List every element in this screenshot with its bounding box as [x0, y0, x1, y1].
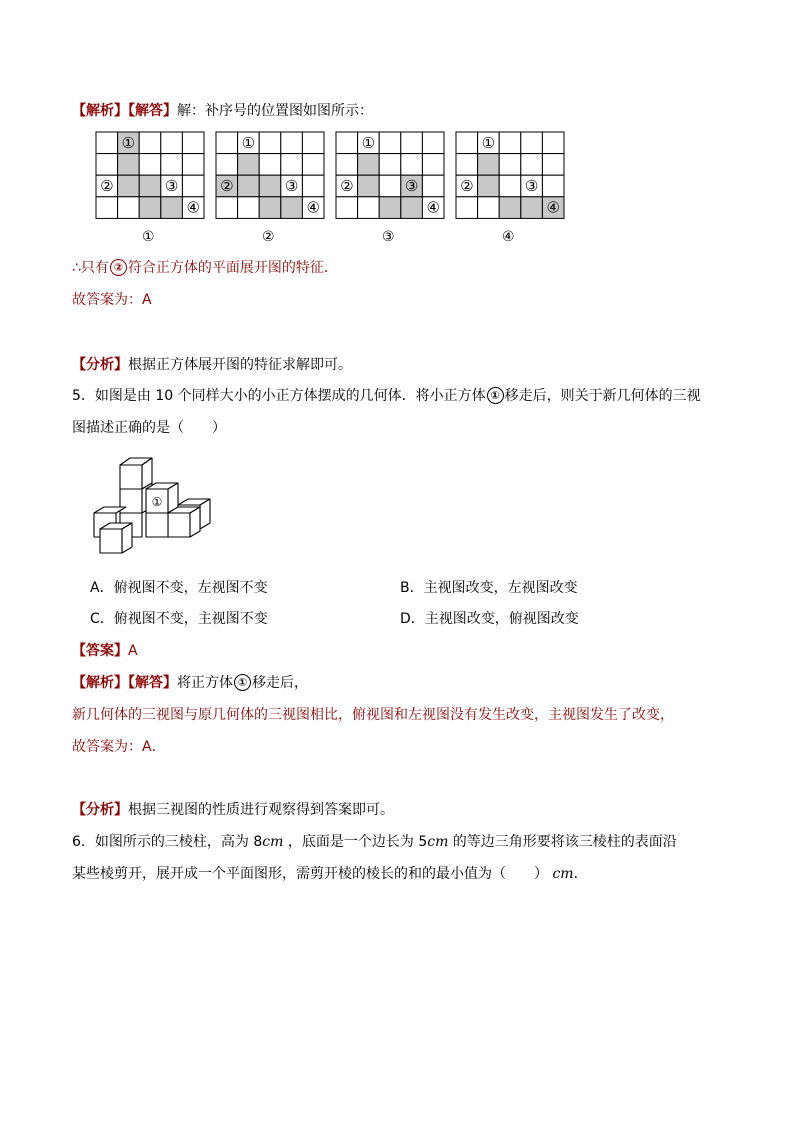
answer-line-1: 故答案为：A — [72, 292, 152, 308]
net-label-4: ④ — [306, 198, 320, 217]
analysis-line-5: 【分析】根据三视图的性质进行观察得到答案即可。 — [72, 802, 394, 818]
circled-one-icon: ① — [487, 387, 504, 404]
grid-cell — [161, 154, 183, 176]
grid-cell — [379, 154, 401, 176]
shaded-cell — [358, 154, 380, 176]
grid-cell — [521, 132, 543, 154]
grid-cell — [216, 132, 238, 154]
grid-cell — [182, 175, 204, 197]
grid-cell — [478, 197, 500, 219]
shaded-cell — [118, 175, 140, 197]
question-5-line-1: 5．如图是由 10 个同样大小的小正方体摆成的几何体．将小正方体 ① 移走后，则关于新几何体的三视 — [72, 388, 701, 404]
grid-cell — [302, 175, 324, 197]
grid-cell — [499, 175, 521, 197]
net-label-3: ③ — [284, 177, 299, 195]
shaded-cell — [139, 175, 161, 197]
shaded-cell — [478, 175, 500, 197]
grid-cell — [542, 132, 564, 154]
shaded-cell — [238, 175, 260, 197]
grid-cell — [96, 154, 118, 176]
option-c[interactable]: C．俯视图不变，主视图不变 — [90, 611, 268, 627]
grid-cell — [456, 132, 478, 154]
tag-jieda: 【解答】 — [128, 103, 177, 119]
grid-cell — [456, 197, 478, 219]
net-label-2: ② — [340, 177, 354, 195]
net-label-4: ④ — [426, 198, 440, 217]
grid-cell — [422, 154, 444, 176]
net-label-2: ② — [460, 177, 474, 195]
grid-cell — [281, 154, 303, 176]
net-label-1: ① — [241, 133, 256, 152]
grid-cell — [161, 132, 183, 154]
explain-5-line-2: 新几何体的三视图与原几何体的三视图相比，俯视图和左视图没有发生改变，主视图发生了改变， — [72, 707, 674, 723]
answer-line-5: 【答案】A — [72, 643, 138, 659]
grid-cell — [259, 132, 281, 154]
conclusion-line: ∴只有 ② 符合正方体的平面展开图的特征． — [72, 260, 338, 276]
tag-jiexi: 【解析】 — [72, 103, 128, 119]
cube-net-grid-1 — [95, 131, 205, 219]
shaded-cell — [401, 197, 423, 219]
net-label-2: ② — [220, 177, 234, 195]
net-label-1: ① — [481, 133, 496, 152]
net-label-2: ② — [100, 177, 114, 195]
net-label-3: ③ — [164, 177, 179, 195]
grid-cell — [118, 197, 140, 219]
net-label-1: ① — [121, 133, 136, 152]
net-caption-2: ② — [262, 229, 275, 245]
grid-cell — [336, 154, 358, 176]
net-label-3: ③ — [524, 177, 539, 195]
grid-cell — [358, 197, 380, 219]
analysis-line-1: 【分析】根据正方体展开图的特征求解即可。 — [72, 357, 352, 373]
circled-one-icon: ① — [234, 674, 251, 691]
shaded-cell — [259, 197, 281, 219]
cube-net-grid-3 — [335, 131, 445, 219]
grid-cell — [401, 132, 423, 154]
grid-cell — [336, 197, 358, 219]
grid-cell — [379, 175, 401, 197]
explain-5-line-1: 【解析】【解答】将正方体 ① 移走后， — [72, 675, 308, 691]
shaded-cell — [379, 197, 401, 219]
grid-cell — [302, 154, 324, 176]
question-6-line-1: 6．如图所示的三棱柱，高为 8cm ，底面是一个边长为 5cm 的等边三角形要将该三棱柱的表面沿 — [72, 834, 677, 850]
grid-cell — [281, 132, 303, 154]
net-caption-4: ④ — [502, 229, 515, 245]
grid-cell — [302, 132, 324, 154]
grid-cell — [422, 132, 444, 154]
net-label-4: ④ — [186, 198, 200, 217]
grid-cell — [182, 154, 204, 176]
grid-cell — [499, 132, 521, 154]
solution-intro-text: 解：补序号的位置图如图所示： — [177, 103, 373, 119]
grid-cell — [139, 132, 161, 154]
grid-cell — [96, 132, 118, 154]
shaded-cell — [161, 197, 183, 219]
grid-cell — [542, 175, 564, 197]
option-a[interactable]: A．俯视图不变，左视图不变 — [90, 580, 268, 596]
grid-cell — [216, 154, 238, 176]
explain-5-line-3: 故答案为：A． — [72, 739, 166, 755]
net-label-3: ③ — [404, 177, 419, 195]
circled-two-icon: ② — [110, 259, 127, 276]
net-label-1: ① — [361, 133, 376, 152]
net-caption-3: ③ — [382, 229, 395, 245]
grid-cell — [456, 154, 478, 176]
shaded-cell — [281, 197, 303, 219]
cube-net-grid-2 — [215, 131, 325, 219]
shaded-cell — [478, 154, 500, 176]
cube-net-grid-4 — [455, 131, 565, 219]
grid-cell — [401, 154, 423, 176]
grid-cell — [379, 132, 401, 154]
grid-cell — [422, 175, 444, 197]
net-label-4: ④ — [546, 198, 560, 217]
shaded-cell — [238, 154, 260, 176]
grid-cell — [521, 154, 543, 176]
solution-intro-line — [72, 101, 373, 121]
grid-cell — [139, 154, 161, 176]
cube-one-label: ① — [151, 495, 163, 509]
grid-cell — [542, 154, 564, 176]
shaded-cell — [118, 154, 140, 176]
shaded-cell — [521, 197, 543, 219]
grid-cell — [499, 154, 521, 176]
grid-cell — [216, 197, 238, 219]
shaded-cell — [358, 175, 380, 197]
option-b[interactable]: B．主视图改变，左视图改变 — [400, 580, 578, 596]
grid-cell — [182, 132, 204, 154]
cube-stack-figure — [90, 455, 215, 565]
shaded-cell — [499, 197, 521, 219]
grid-cell — [336, 132, 358, 154]
net-caption-1: ① — [142, 229, 155, 245]
question-6-line-2: 某些棱剪开，展开成一个平面图形，需剪开棱的棱长的和的最小值为（ ） cm． — [72, 866, 588, 882]
shaded-cell — [259, 175, 281, 197]
grid-cell — [96, 197, 118, 219]
shaded-cell — [139, 197, 161, 219]
grid-cell — [238, 197, 260, 219]
question-5-line-2: 图描述正确的是（ ） — [72, 420, 226, 436]
option-d[interactable]: D．主视图改变，俯视图改变 — [400, 611, 579, 627]
grid-cell — [259, 154, 281, 176]
